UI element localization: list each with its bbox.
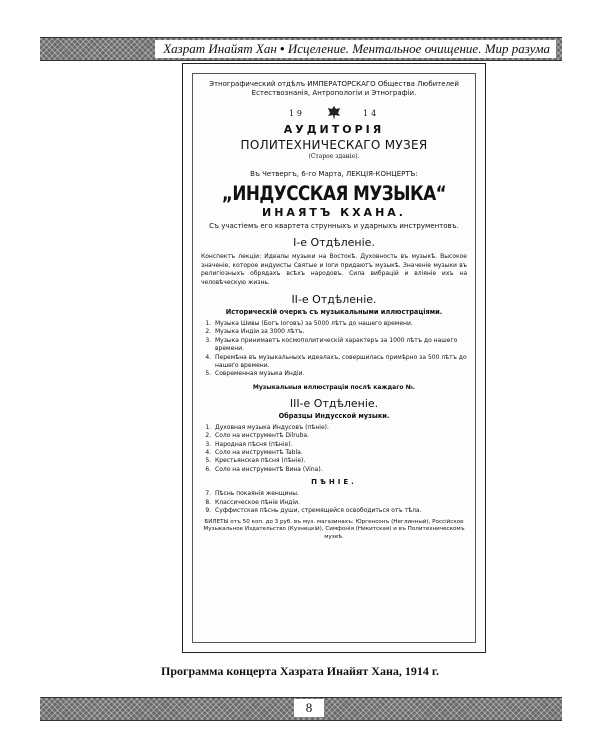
list-item: 2. Музыка Индiи за 3000 лѣтъ.	[213, 328, 467, 336]
part2-note: Музыкальныя иллюстрацiи послѣ каждаго №.	[252, 383, 416, 391]
list-item: 5. Крестьянская пѣсня (пѣнiе).	[213, 457, 467, 465]
header-ornament-band	[40, 37, 562, 61]
list-item: 9. Суффистская пѣснь души, стремящейся освободиться отъ тѣла.	[213, 507, 467, 515]
list-item: 1. Духовная музыка Индусовъ (пѣнiе).	[213, 424, 467, 432]
part3-title: III-е Отдѣленiе.	[289, 396, 379, 410]
list-item: 4. Соло на инструментѣ Tabla.	[213, 449, 467, 457]
poster-with-line: Съ участiемъ его квартета струнныхъ и ударныхъ инструментовъ.	[209, 222, 459, 230]
part1-text: Конспектъ лекцiи: Идеалы музыки на Востокѣ. Духовность въ музыкѣ. Высокое значенiе, которое индуисты Святые и Іоги придаютъ музыкѣ. Значенiе музыки въ религiозныхъ обрядахъ всѣхъ народовъ. Сила вибрацiй и влiянiе ихъ на человѣческую жизнь.	[201, 253, 467, 286]
poster-auditorium: АУДИТОРIЯ	[283, 123, 385, 136]
poster-performer: ИНАЯТЪ КХАНА.	[262, 206, 406, 219]
part3-list	[201, 424, 467, 474]
singing-list	[201, 490, 467, 515]
poster-society: Этнографический отдѣлъ ИМПЕРАТОРСКАГО Общества Любителей Естествознанiя, Антропологiи и Этнографiи.	[209, 80, 459, 97]
figure-caption: Программа концерта Хазрата Инайят Хана, 1914 г.	[161, 664, 439, 678]
page-number: 8	[294, 699, 324, 717]
poster-museum: ПОЛИТЕХНИЧЕСКАГО МУЗЕЯ	[240, 138, 428, 152]
part1-title: I-е Отдѣленiе.	[293, 236, 375, 249]
poster-frame	[192, 73, 476, 643]
poster-year-row	[201, 105, 467, 121]
poster-year-left: 19	[288, 108, 305, 118]
eagle-crest-icon	[327, 105, 341, 121]
header-book-title: Исцеление. Ментальное очищение. Мир разума	[287, 41, 550, 56]
part3-subtitle: Образцы Индусской музыки.	[278, 411, 390, 420]
list-item: 3. Музыка принимаетъ космополитическiй характеръ за 1000 лѣтъ до нашего времени.	[213, 337, 467, 354]
poster-building: (Старое зданiе).	[308, 153, 360, 160]
header-separator: •	[280, 41, 285, 56]
list-item: 7. Пѣснь покаянiя женщины.	[213, 490, 467, 498]
part2-subtitle: Историческiй очеркъ съ музыкальными иллюстрацiями.	[225, 308, 443, 316]
list-item: 2. Соло на инструментѣ Dilruba.	[213, 432, 467, 440]
poster-date-line: Въ Четвергъ, 6-го Марта, ЛЕКЦIЯ-КОНЦЕРТЪ:	[250, 170, 418, 178]
list-item: 1. Музыка Шивы (Богъ Іоговъ) за 5000 лѣтъ до нашего времени.	[213, 320, 467, 328]
list-item: 8. Классическое пѣнiе Индiи.	[213, 499, 467, 507]
concert-poster	[182, 63, 486, 653]
poster-music-title: „ИНДУССКАЯ МУЗЫКА“	[221, 182, 447, 205]
header-author: Хазрат Инайят Хан	[163, 41, 277, 56]
poster-year-right: 14	[363, 108, 380, 118]
running-header	[155, 40, 556, 58]
poster-tickets: БИЛЕТЫ отъ 50 коп. до 3 руб. въ муз. магазинахъ: Юргенсонъ (Неглинный), Россiйское Музыкальное Издательство (Кузнецкiй), Симфонiя (Никитская) и въ Политехническомъ музеѣ.	[203, 518, 465, 540]
list-item: 6. Соло на инструментѣ Вина (Vina).	[213, 466, 467, 474]
singing-title: ПѢНIЕ.	[311, 478, 357, 487]
list-item: 5. Современная музыка Индiи.	[213, 370, 467, 378]
part2-title: II-е Отдѣленiе.	[291, 293, 377, 306]
list-item: 3. Народная пѣсня (пѣнiе).	[213, 441, 467, 449]
part2-list	[201, 320, 467, 379]
list-item: 4. Перемѣна въ музыкальныхъ идеалахъ, совершилась примѣрно за 500 лѣтъ до нашего времени.	[213, 354, 467, 371]
